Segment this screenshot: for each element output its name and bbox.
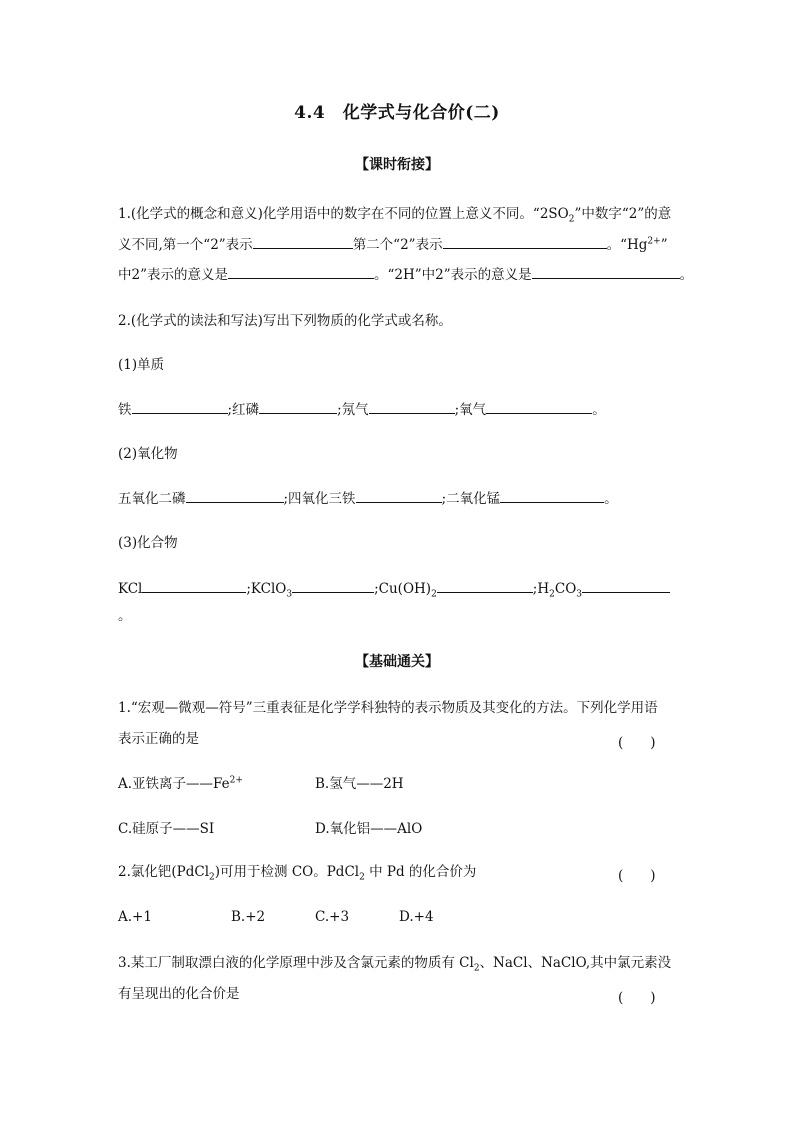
answer-blank[interactable] bbox=[228, 266, 374, 279]
answer-blank[interactable] bbox=[253, 236, 353, 249]
q2-sub1-line: 铁 ;红磷 ;氖气 ;氧气 。 bbox=[118, 402, 606, 418]
q2-sub3-line: KCl ;KClO$_3$ $;Cu(OH)_2$ $;H_2CO_3$ bbox=[118, 580, 670, 597]
option-a[interactable]: A.+1 bbox=[118, 909, 152, 925]
answer-blank[interactable] bbox=[356, 490, 442, 503]
answer-blank[interactable] bbox=[369, 401, 455, 414]
b2-line1: 2.氯化钯(PdCl$_2$)可用于检测 CO。PdCl$_2$ 中 Pd 的化合价为 bbox=[118, 864, 477, 883]
option-d[interactable]: D.+4 bbox=[399, 909, 434, 925]
answer-blank[interactable] bbox=[443, 236, 607, 249]
answer-blank[interactable] bbox=[142, 580, 246, 593]
q1-line3: 中2”表示的意义是 。“2H”中2”表示的意义是 。 bbox=[118, 267, 694, 283]
q1-line1: 1.(化学式的概念和意义)化学用语中的数字在不同的位置上意义不同。“$2SO_2$”中数字“2”的意 bbox=[118, 206, 672, 225]
answer-blank[interactable] bbox=[500, 490, 604, 503]
b1-line2: 表示正确的是 bbox=[118, 731, 199, 747]
q2-sub2-line: 五氧化二磷 ;四氧化三铁 ;二氧化锰 。 bbox=[118, 491, 618, 507]
q2-sub1-label: (1)单质 bbox=[118, 357, 165, 373]
answer-blank[interactable] bbox=[582, 580, 670, 593]
section-heading-basic: 【基础通关】 bbox=[355, 654, 439, 670]
b3-line2: 有呈现出的化合价是 bbox=[118, 986, 240, 1002]
answer-blank[interactable] bbox=[532, 266, 680, 279]
q2-intro: 2.(化学式的读法和写法)写出下列物质的化学式或名称。 bbox=[118, 313, 452, 329]
option-a[interactable]: A.亚铁离子$——Fe^{2+}$ bbox=[118, 775, 243, 792]
b3-line1: 3.某工厂制取漂白液的化学原理中涉及含氯元素的物质有 $Cl_2$、NaCl、NaClO,其中氯元素没 bbox=[118, 955, 672, 974]
q2-sub2-label: (2)氧化物 bbox=[118, 446, 178, 462]
answer-paren[interactable]: ( ) bbox=[618, 868, 656, 884]
answer-blank[interactable] bbox=[292, 580, 374, 593]
answer-blank[interactable] bbox=[486, 401, 592, 414]
answer-paren[interactable]: ( ) bbox=[618, 990, 656, 1006]
answer-blank[interactable] bbox=[437, 580, 533, 593]
option-b[interactable]: B.氢气——2H bbox=[315, 776, 404, 792]
b1-line1: 1.“宏观—微观—符号”三重表征是化学学科独特的表示物质及其变化的方法。下列化学用语 bbox=[118, 700, 658, 716]
q2-sub3-label: (3)化合物 bbox=[118, 535, 178, 551]
answer-blank[interactable] bbox=[186, 490, 284, 503]
option-c[interactable]: C.硅原子——SI bbox=[118, 821, 215, 837]
option-d[interactable]: D.氧化铝——AlO bbox=[315, 821, 423, 837]
section-heading-lesson-link: 【课时衔接】 bbox=[355, 157, 439, 173]
page-title: 4.4 化学式与化合价(二) bbox=[294, 103, 500, 123]
option-c[interactable]: C.+3 bbox=[315, 909, 350, 925]
answer-paren[interactable]: ( ) bbox=[618, 735, 656, 751]
answer-blank[interactable] bbox=[132, 401, 228, 414]
answer-blank[interactable] bbox=[259, 401, 337, 414]
option-b[interactable]: B.+2 bbox=[231, 909, 266, 925]
q2-sub3-end: 。 bbox=[118, 608, 132, 624]
q1-line2: 义不同,第一个“2”表示 第二个“2”表示 。“$Hg^{2+}$” bbox=[118, 236, 668, 253]
